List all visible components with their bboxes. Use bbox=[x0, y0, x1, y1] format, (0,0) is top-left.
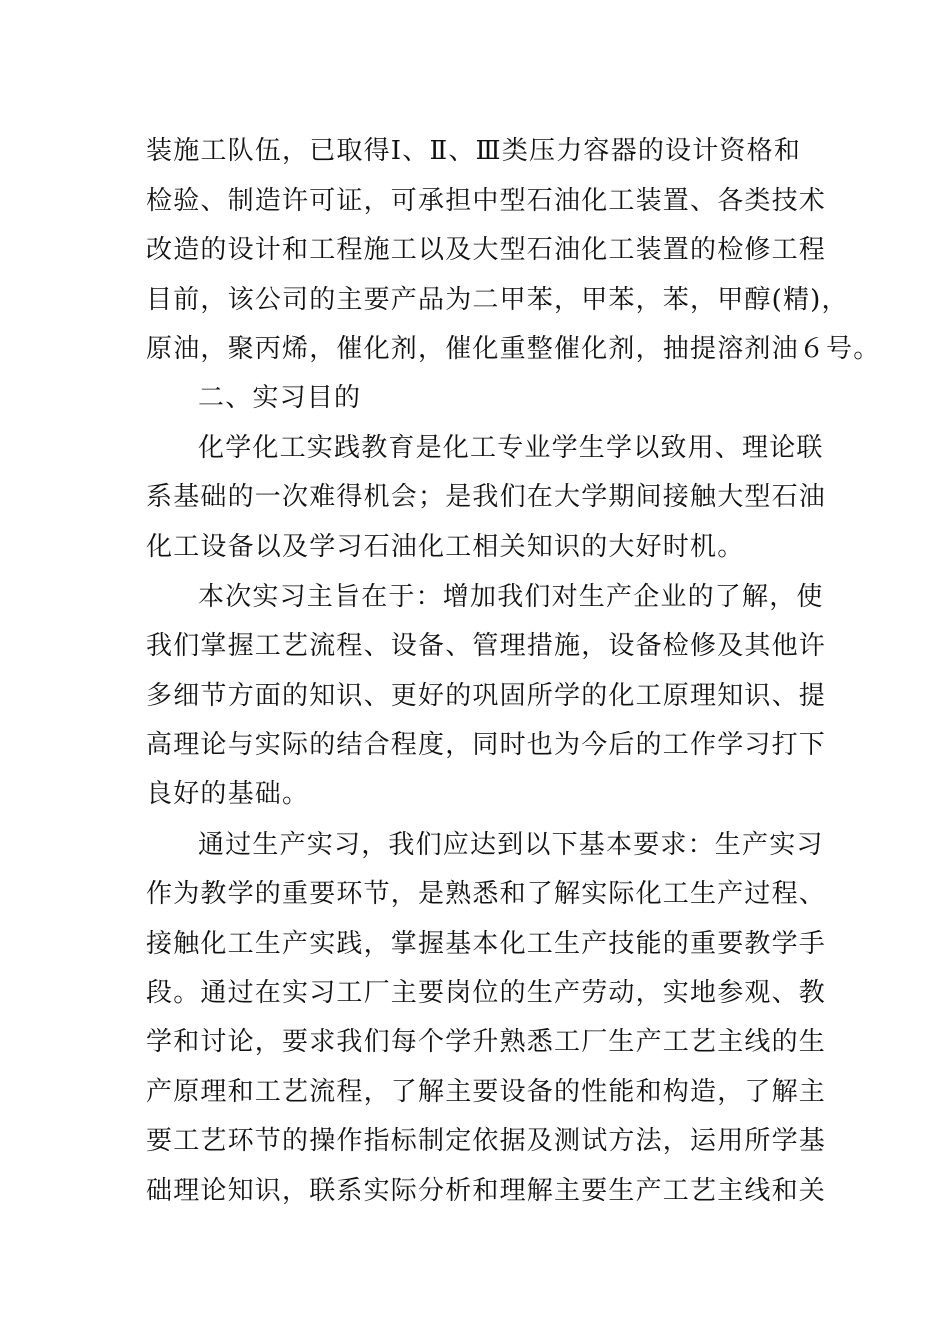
text-line: 化工设备以及学习石油化工相关知识的大好时机。 bbox=[146, 532, 745, 562]
text-line: 良好的基础。 bbox=[146, 779, 310, 809]
text-line: 产原理和工艺流程，了解主要设备的性能和构造，了解主 bbox=[146, 1077, 827, 1107]
text-line: 我们掌握工艺流程、设备、管理措施，设备检修及其他许 bbox=[146, 631, 827, 661]
text-line: 原油，聚丙烯，催化剂，催化重整催化剂，抽提溶剂油６号。 bbox=[146, 334, 881, 364]
text-line: 学和讨论，要求我们每个学升熟悉工厂生产工艺主线的生 bbox=[146, 1027, 827, 1057]
text-line: 作为教学的重要环节，是熟悉和了解实际化工生产过程、 bbox=[146, 879, 827, 909]
text-line: 多细节方面的知识、更好的巩固所学的化工原理知识、提 bbox=[146, 681, 827, 711]
section-heading: 二、实习目的 bbox=[198, 383, 362, 413]
text-line: 目前，该公司的主要产品为二甲苯，甲苯，苯，甲醇(精)， bbox=[146, 285, 849, 315]
text-line: 础理论知识，联系实际分析和理解主要生产工艺主线和关 bbox=[146, 1176, 827, 1206]
text-line: 检验、制造许可证，可承担中型石油化工装置、各类技术 bbox=[146, 186, 827, 216]
text-line: 接触化工生产实践，掌握基本化工生产技能的重要教学手 bbox=[146, 929, 827, 959]
paragraph-first-line: 本次实习主旨在于：增加我们对生产企业的了解，使 bbox=[198, 582, 824, 612]
paragraph-first-line: 通过生产实习，我们应达到以下基本要求：生产实习 bbox=[198, 830, 824, 860]
text-line: 装施工队伍，已取得Ⅰ、Ⅱ、Ⅲ类压力容器的设计资格和 bbox=[146, 136, 802, 166]
text-line: 高理论与实际的结合程度，同时也为今后的工作学习打下 bbox=[146, 730, 827, 760]
paragraph-first-line: 化学化工实践教育是化工专业学生学以致用、理论联 bbox=[198, 433, 824, 463]
text-line: 系基础的一次难得机会；是我们在大学期间接触大型石油 bbox=[146, 482, 827, 512]
text-line: 要工艺环节的操作指标制定依据及测试方法，运用所学基 bbox=[146, 1126, 827, 1156]
text-line: 改造的设计和工程施工以及大型石油化工装置的检修工程 bbox=[146, 235, 827, 265]
text-line: 段。通过在实习工厂主要岗位的生产劳动，实地参观、教 bbox=[146, 978, 827, 1008]
